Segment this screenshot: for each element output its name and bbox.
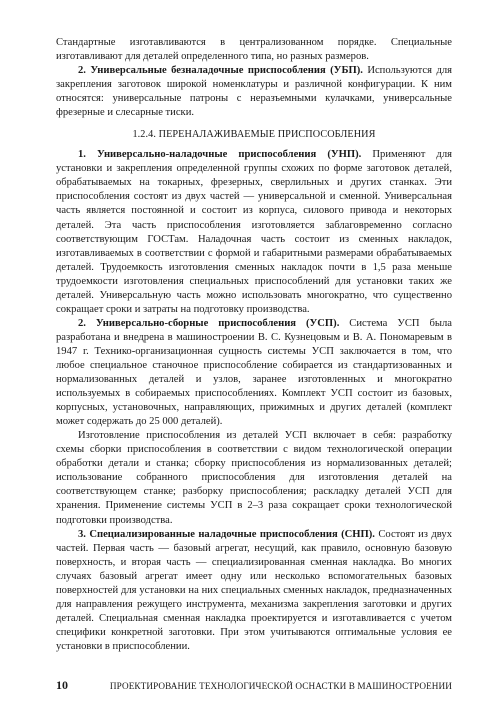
paragraph-snp <box>56 528 452 654</box>
paragraph-text: Изготовление приспособления из деталей УСП включает в себя: разработку схемы сборки приспособления в соответствии с видом технологической операции обработки детали и станка; сборку приспособления из нормализованных деталей; использование собранного приспособления для изготовления деталей на соответствующем станке; разборку приспособления; раскладку деталей УСП для хранения. Применение системы УСП в 2–3 раза сокращает сроки технологической подготовки производства. <box>56 430 452 526</box>
paragraph-text: Система УСП была разработана и внедрена в машиностроении В. С. Кузнецовым и В. А. Пономаревым в 1947 г. Технико-организационная сущность системы УСП заключается в том, что любое специальное станочное приспособление собирается из стандартизованных и нормализованных деталей и узлов, заранее изготовленных и многократно используемых в собираемых приспособлениях. Комплект УСП состоит из базовых, корпусных, установочных, направляющих, прижимных и других деталей (комплект может содержать до 25 000 деталей). <box>56 317 452 428</box>
paragraph-text: Используются для закрепления заготовок широкой номенклатуры и различной конфигурации. К ним относятся: универсальные патроны с неразъемными кулачками, универсальные фрезерные и слесарные тиски. <box>56 65 452 119</box>
page-number: 10 <box>56 678 68 692</box>
paragraph-lead: 1. Универсально-наладочные приспособления (УНП). <box>78 149 362 161</box>
paragraph-unp <box>56 148 452 317</box>
paragraph-text: Состоят из двух частей. Первая часть — базовый агрегат, несущий, как правило, основную базовую поверхность, и вторая часть — специализированная сменная накладка. Во многих случаях базовый агрегат имеет одну или несколько вспомогательных базовых поверхностей для установки на них специальных сменных накладок, предназначенных для направления режущего инструмента, механизма закрепления заготовки и других деталей. Специальная сменная накладка проектируется и изготавливается с учетом специфики конкретной заготовки. При этом учитываются оптимальные условия ее установки в приспособлении. <box>56 528 452 652</box>
paragraph-text: Стандартные изготавливаются в централизованном порядке. Специальные изготавливают для деталей определенного типа, но разных размеров. <box>56 37 452 63</box>
running-title: ПРОЕКТИРОВАНИЕ ТЕХНОЛОГИЧЕСКОЙ ОСНАСТКИ В МАШИНОСТРОЕНИИ <box>109 681 452 691</box>
paragraph-lead: 2. Универсально-сборные приспособления (УСП). <box>78 317 340 329</box>
paragraph-text: Применяют для установки и закрепления определенной группы схожих по форме заготовок деталей, обрабатываемых на токарных, фрезерных, сверлильных и других станках. Эти приспособления состоят из двух частей — универсальной и сменной. Универсальная часть является постоянной и состоит из корпуса, силового привода и некоторых деталей. Эта часть приспособления изготовляется заблаговременно согласно соответствующим ГОСТам. Наладочная часть состоит из сменных накладок, изготавливаемых в соответствии с формой и габаритными размерами обрабатываемых деталей. Трудоемкость изготовления сменных накладок почти в 1,5 раза меньше трудоемкости изготовления специальных приспособлений для установки таких же деталей. Универсальную часть можно использовать многократно, что существенно сокращает сроки и затраты на подготовку производства. <box>56 149 452 315</box>
paragraph-ubp <box>56 64 452 120</box>
page-footer <box>56 678 452 693</box>
paragraph <box>56 36 452 64</box>
paragraph-lead: 2. Универсальные безналадочные приспособления (УБП). <box>78 65 363 77</box>
paragraph-lead: 3. Специализированные наладочные приспособления (СНП). <box>78 528 375 540</box>
paragraph-usp <box>56 317 452 429</box>
paragraph-usp-manufacturing <box>56 429 452 527</box>
section-heading: 1.2.4. ПЕРЕНАЛАЖИВАЕМЫЕ ПРИСПОСОБЛЕНИЯ <box>132 129 376 141</box>
